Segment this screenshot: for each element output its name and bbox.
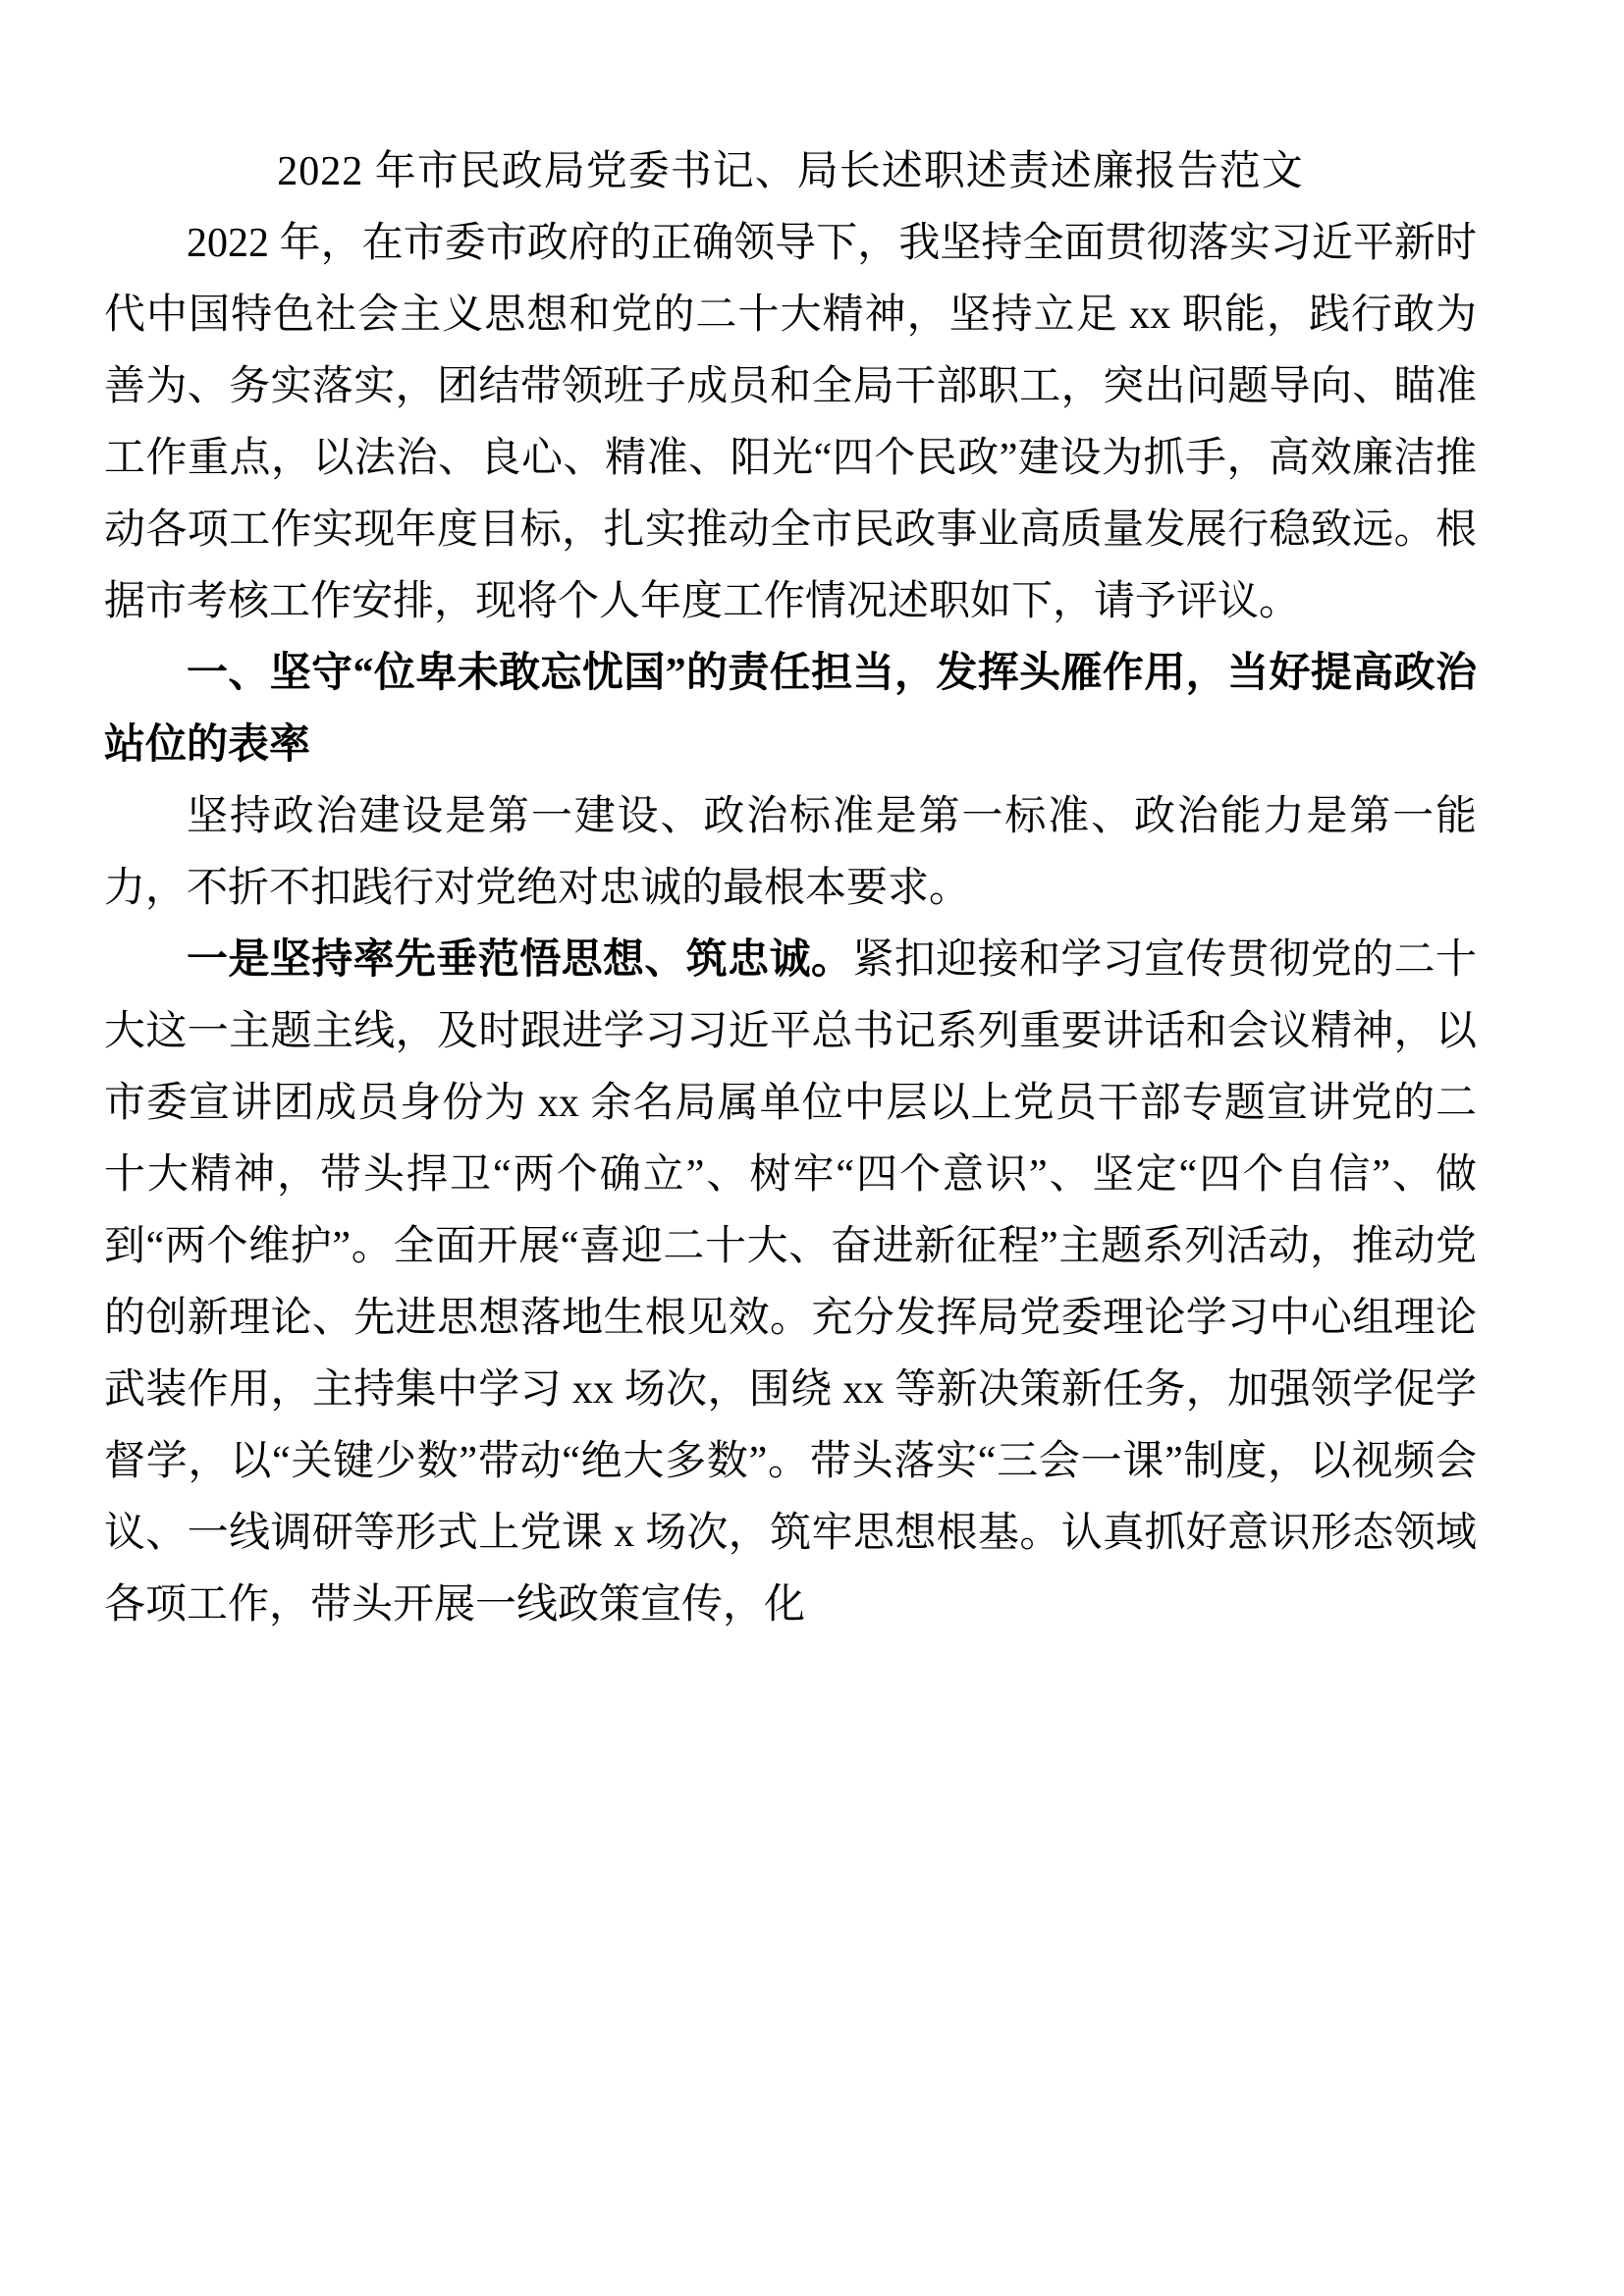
point-paragraph bbox=[104, 925, 1477, 1641]
document-title: 2022 年市民政局党委书记、局长述职述责述廉报告范文 bbox=[277, 149, 1304, 194]
intro-paragraph: 2022 年，在市委市政府的正确领导下，我坚持全面贯彻落实习近平新时代中国特色社会主义思想和党的二十大精神，坚持立足 xx 职能，践行敢为善为、务实落实，团结带领班子成员和全局干部职工，突出问题导向、瞄准工作重点，以法治、良心、精准、阳光“四个民政”建设为抓手，高效廉洁推动各项工作实现年度目标，扎实推动全市民政事业高质量发展行稳致远。根据市考核工作安排，现将个人年度工作情况述职如下，请予评议。 bbox=[104, 221, 1477, 624]
section-heading: 一、坚守“位卑未敢忘忧国”的责任担当，发挥头雁作用，当好提高政治站位的表率 bbox=[104, 651, 1477, 768]
section-intro-paragraph: 坚持政治建设是第一建设、政治标准是第一标准、政治能力是第一能力，不折不扣践行对党绝对忠诚的最根本要求。 bbox=[104, 794, 1477, 911]
point-body-text: 紧扣迎接和学习宣传贯彻党的二十大这一主题主线，及时跟进学习习近平总书记系列重要讲话和会议精神，以市委宣讲团成员身份为 xx 余名局属单位中层以上党员干部专题宣讲党的二十大精神，带头捍卫“两个确立”、树牢“四个意识”、坚定“四个自信”、做到“两个维护”。全面开展“喜迎二十大、奋进新征程”主题系列活动，推动党的创新理论、先进思想落地生根见效。充分发挥局党委理论学习中心组理论武装作用，主持集中学习 xx 场次，围绕 xx 等新决策新任务，加强领学促学督学，以“关键少数”带动“绝大多数”。带头落实“三会一课”制度，以视频会议、一线调研等形式上党课 x 场次，筑牢思想根基。认真抓好意识形态领域各项工作，带头开展一线政策宣传，化 bbox=[104, 937, 1477, 1628]
point-bold-lead: 一是坚持率先垂范悟思想、筑忠诚。 bbox=[187, 937, 853, 983]
